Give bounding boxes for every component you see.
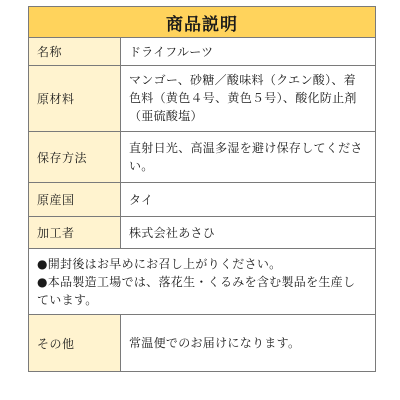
table-row-name xyxy=(29,38,375,66)
table-row-origin xyxy=(29,183,375,217)
row-label: 保存方法 xyxy=(29,132,121,182)
row-value: マンゴー、砂糖／酸味料（クエン酸）、着色料（黄色４号、黄色５号）、酸化防止剤（亜硫酸塩） xyxy=(121,66,375,131)
table-row-other xyxy=(29,315,375,371)
table-row-ingredients xyxy=(29,66,375,132)
row-value: 株式会社あさひ xyxy=(121,217,375,248)
notes-section xyxy=(29,249,375,315)
table-title: 商品説明 xyxy=(166,14,238,35)
row-value: タイ xyxy=(121,183,375,216)
row-value: 常温便でのお届けになります。 xyxy=(121,315,375,371)
row-label: 原産国 xyxy=(29,183,121,216)
row-label: 加工者 xyxy=(29,217,121,248)
row-label: その他 xyxy=(29,315,121,371)
product-description-table xyxy=(28,6,376,372)
table-row-storage xyxy=(29,132,375,183)
row-value: 直射日光、高温多湿を避け保存してください。 xyxy=(121,132,375,182)
row-label: 名称 xyxy=(29,38,121,65)
table-row-maker xyxy=(29,217,375,249)
note-line: ●本品製造工場では、落花生・くるみを含む製品を生産しています。 xyxy=(37,275,356,307)
note-line: ●開封後はお早めにお召し上がりください。 xyxy=(37,257,282,271)
row-label: 原材料 xyxy=(29,66,121,131)
row-value: ドライフルーツ xyxy=(121,38,375,65)
table-header xyxy=(29,6,375,38)
